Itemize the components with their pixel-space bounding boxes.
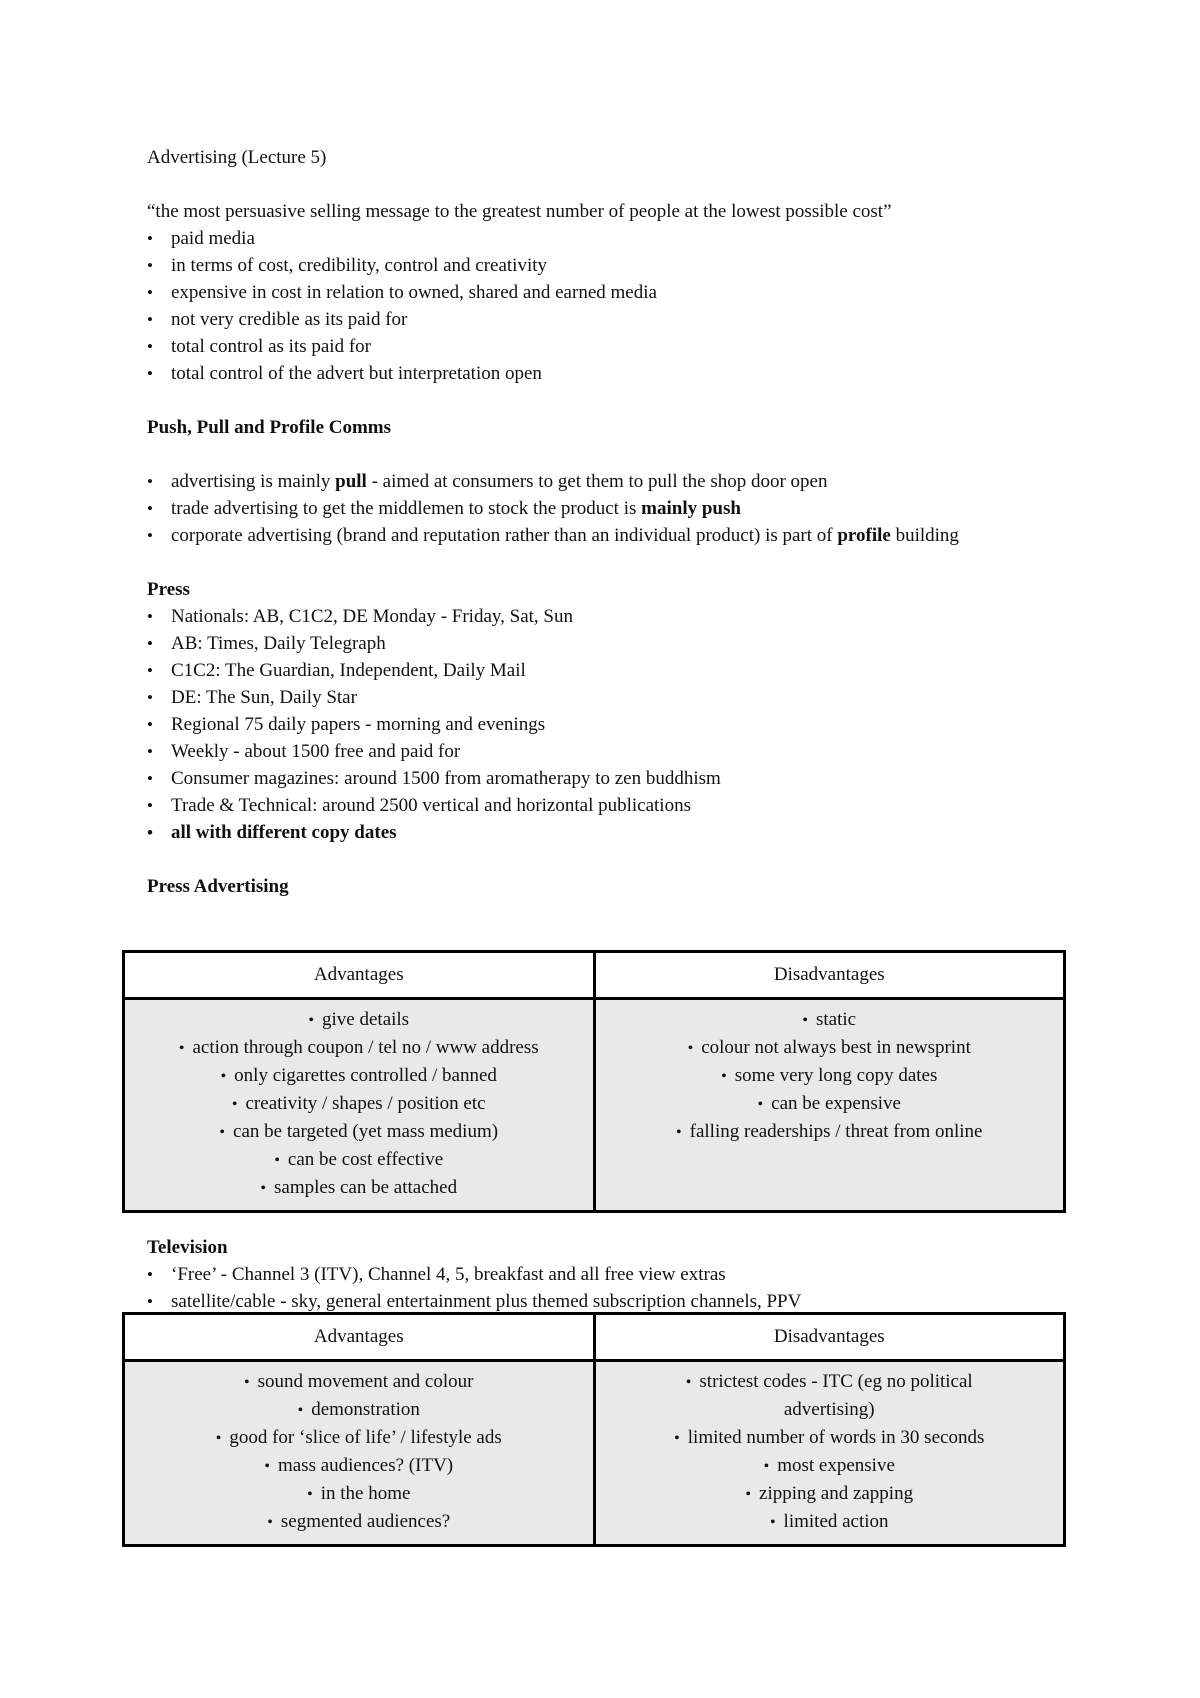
table-item: • only cigarettes controlled / banned — [137, 1062, 581, 1090]
table-item: • falling readerships / threat from online — [608, 1118, 1052, 1146]
table-item: • some very long copy dates — [608, 1062, 1052, 1090]
intro-bullet-list — [147, 225, 1067, 387]
table-item: • can be targeted (yet mass medium) — [137, 1118, 581, 1146]
advantages-cell — [124, 999, 595, 1212]
table-item: • give details — [137, 1006, 581, 1034]
table-item: • static — [608, 1006, 1052, 1034]
television-bullet-list — [147, 1261, 1067, 1315]
list-item: • AB: Times, Daily Telegraph — [147, 630, 1067, 657]
list-item: • C1C2: The Guardian, Independent, Daily Mail — [147, 657, 1067, 684]
list-item: • advertising is mainly pull - aimed at consumers to get them to pull the shop door open — [147, 468, 1067, 495]
table-item: • limited action — [608, 1508, 1052, 1536]
table-item: • samples can be attached — [137, 1174, 581, 1202]
list-item: • total control of the advert but interpretation open — [147, 360, 1067, 387]
table-item: • demonstration — [137, 1396, 581, 1424]
definition-quote: “the most persuasive selling message to the greatest number of people at the lowest possible cost” — [147, 201, 892, 222]
advantages-cell — [124, 1361, 595, 1546]
table-item: • colour not always best in newsprint — [608, 1034, 1052, 1062]
table-item: • action through coupon / tel no / www address — [137, 1034, 581, 1062]
list-item: • Consumer magazines: around 1500 from aromatherapy to zen buddhism — [147, 765, 1067, 792]
table-item: • zipping and zapping — [608, 1480, 1052, 1508]
press-advertising-table — [122, 950, 1066, 1213]
list-item: • corporate advertising (brand and reputation rather than an individual product) is part of profile building — [147, 522, 1067, 549]
television-heading: Television — [147, 1237, 228, 1258]
table-item: • sound movement and colour — [137, 1368, 581, 1396]
list-item: • all with different copy dates — [147, 819, 1067, 846]
table-item: • in the home — [137, 1480, 581, 1508]
table-item: • can be cost effective — [137, 1146, 581, 1174]
list-item: • Nationals: AB, C1C2, DE Monday - Friday, Sat, Sun — [147, 603, 1067, 630]
press-bullet-list — [147, 603, 1067, 846]
list-item: • in terms of cost, credibility, control and creativity — [147, 252, 1067, 279]
disadvantages-header: Disadvantages — [594, 952, 1065, 999]
disadvantages-cell — [594, 999, 1065, 1212]
table-item: • segmented audiences? — [137, 1508, 581, 1536]
document-title: Advertising (Lecture 5) — [147, 147, 327, 168]
list-item: • Regional 75 daily papers - morning and evenings — [147, 711, 1067, 738]
list-item: • satellite/cable - sky, general entertainment plus themed subscription channels, PPV — [147, 1288, 1067, 1315]
table-item: • good for ‘slice of life’ / lifestyle ads — [137, 1424, 581, 1452]
list-item: • total control as its paid for — [147, 333, 1067, 360]
table-item: • most expensive — [608, 1452, 1052, 1480]
table-item: • creativity / shapes / position etc — [137, 1090, 581, 1118]
push-pull-bullet-list — [147, 468, 1067, 549]
document-page — [147, 144, 1067, 900]
advantages-header: Advantages — [124, 1314, 595, 1361]
list-item: • trade advertising to get the middlemen to stock the product is mainly push — [147, 495, 1067, 522]
television-table — [122, 1312, 1066, 1547]
table-item: • limited number of words in 30 seconds — [608, 1424, 1052, 1452]
table-item: • strictest codes - ITC (eg no political — [608, 1368, 1052, 1396]
list-item: • DE: The Sun, Daily Star — [147, 684, 1067, 711]
list-item: • not very credible as its paid for — [147, 306, 1067, 333]
disadvantages-header: Disadvantages — [594, 1314, 1065, 1361]
advantages-header: Advantages — [124, 952, 595, 999]
list-item: • ‘Free’ - Channel 3 (ITV), Channel 4, 5, breakfast and all free view extras — [147, 1261, 1067, 1288]
table-item: • mass audiences? (ITV) — [137, 1452, 581, 1480]
disadvantages-cell — [594, 1361, 1065, 1546]
table-item: • can be expensive — [608, 1090, 1052, 1118]
press-advertising-heading: Press Advertising — [147, 876, 289, 897]
press-heading: Press — [147, 579, 190, 600]
list-item: • Weekly - about 1500 free and paid for — [147, 738, 1067, 765]
list-item: • expensive in cost in relation to owned, shared and earned media — [147, 279, 1067, 306]
list-item: • Trade & Technical: around 2500 vertical and horizontal publications — [147, 792, 1067, 819]
television-section — [147, 1234, 1067, 1315]
table-item-continuation: advertising) — [783, 1399, 875, 1420]
list-item: • paid media — [147, 225, 1067, 252]
push-pull-heading: Push, Pull and Profile Comms — [147, 417, 392, 438]
